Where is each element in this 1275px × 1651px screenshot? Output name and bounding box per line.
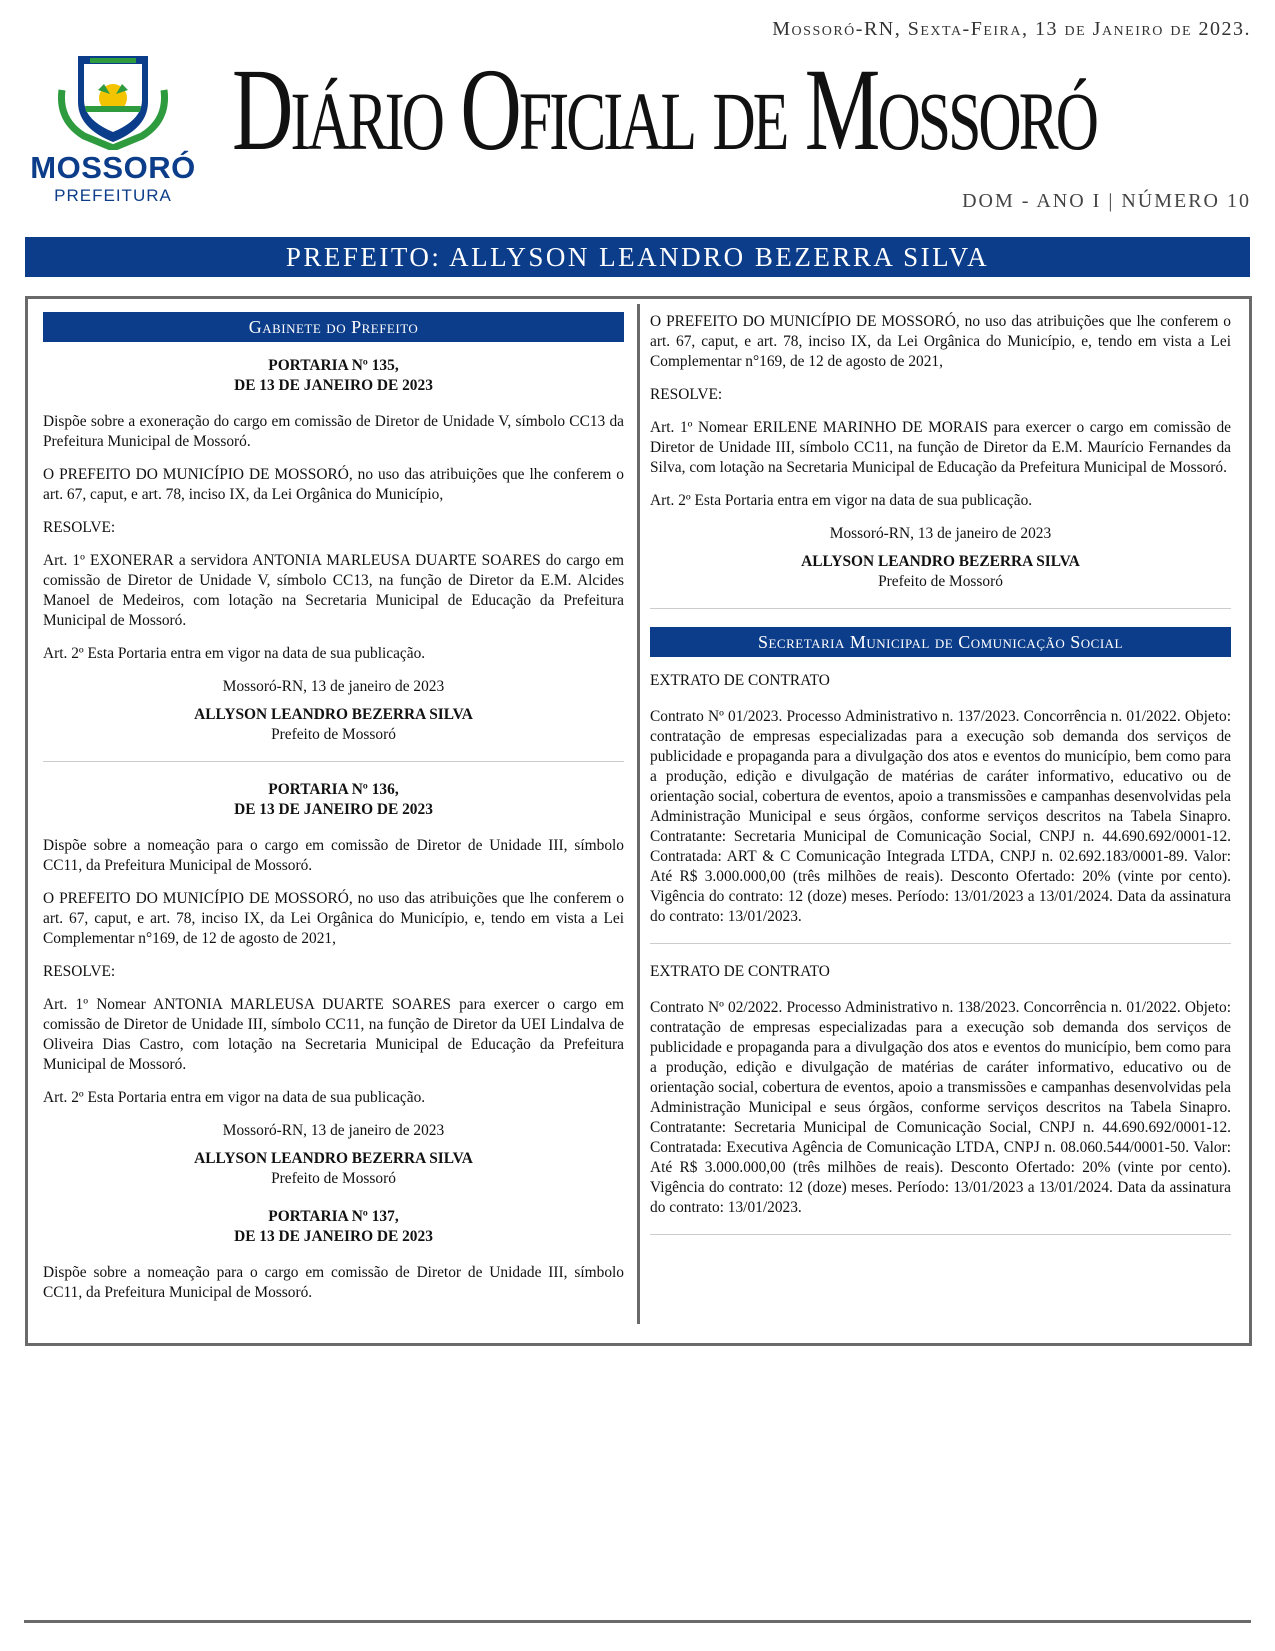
portaria-135-title: PORTARIA Nº 135, bbox=[268, 357, 399, 374]
portaria-135-resolve: RESOLVE: bbox=[43, 519, 116, 536]
portaria-137-resolve: RESOLVE: bbox=[650, 386, 723, 403]
portaria-136-title: PORTARIA Nº 136, bbox=[268, 781, 399, 798]
section-header-comunicacao: Secretaria Municipal de Comunicação Social bbox=[650, 627, 1231, 657]
separator bbox=[650, 1234, 1231, 1235]
portaria-137-date: DE 13 DE JANEIRO DE 2023 bbox=[234, 1228, 433, 1245]
footer-rule bbox=[24, 1620, 1251, 1623]
portaria-135-art2: Art. 2º Esta Portaria entra em vigor na data de sua publicação. bbox=[43, 645, 426, 662]
portaria-136-ementa: Dispõe sobre a nomeação para o cargo em comissão de Diretor de Unidade III, símbolo CC11, da Prefeitura Municipal de Mossoró. bbox=[43, 837, 624, 874]
contrato-1-title: EXTRATO DE CONTRATO bbox=[650, 672, 830, 689]
portaria-135-preamble: O PREFEITO DO MUNICÍPIO DE MOSSORÓ, no uso das atribuições que lhe conferem o art. 67, caput, e art. 78, inciso IX, da Lei Orgânica do Município, bbox=[43, 466, 624, 503]
portaria-135-date: DE 13 DE JANEIRO DE 2023 bbox=[234, 377, 433, 394]
portaria-137-preamble: O PREFEITO DO MUNICÍPIO DE MOSSORÓ, no uso das atribuições que lhe conferem o art. 67, caput, e art. 78, inciso IX, da Lei Orgânica do Município, e, tendo em vista a Lei Complementar n°169, de 12 de agosto de 2021, bbox=[650, 313, 1231, 370]
portaria-135-place-date: Mossoró-RN, 13 de janeiro de 2023 bbox=[222, 678, 445, 695]
portaria-137-signer: ALLYSON LEANDRO BEZERRA SILVA bbox=[801, 553, 1080, 570]
prefeitura-logo bbox=[24, 50, 202, 210]
left-column bbox=[43, 312, 624, 1316]
portaria-136-art2: Art. 2º Esta Portaria entra em vigor na data de sua publicação. bbox=[43, 1089, 426, 1106]
portaria-137-ementa: Dispõe sobre a nomeação para o cargo em comissão de Diretor de Unidade III, símbolo CC11, da Prefeitura Municipal de Mossoró. bbox=[43, 1264, 624, 1301]
separator bbox=[650, 943, 1231, 944]
portaria-136-preamble: O PREFEITO DO MUNICÍPIO DE MOSSORÓ, no uso das atribuições que lhe conferem o art. 67, caput, e art. 78, inciso IX, da Lei Orgânica do Município, e, tendo em vista a Lei Complementar n°169, de 12 de agosto de 2021, bbox=[43, 890, 624, 947]
portaria-136-signer: ALLYSON LEANDRO BEZERRA SILVA bbox=[194, 1150, 473, 1167]
portaria-135-art1: Art. 1º EXONERAR a servidora ANTONIA MARLEUSA DUARTE SOARES do cargo em comissão de Diretor de Unidade V, símbolo CC13, na função de Diretor da E.M. Alcides Manoel de Medeiros, com lotação na Secretaria Municipal de Educação da Prefeitura Municipal de Mossoró. bbox=[43, 552, 624, 629]
issue-number: DOM - ANO I | NÚMERO 10 bbox=[962, 190, 1251, 212]
section-header-gabinete: Gabinete do Prefeito bbox=[43, 312, 624, 342]
portaria-137-art2: Art. 2º Esta Portaria entra em vigor na data de sua publicação. bbox=[650, 492, 1033, 509]
portaria-135-ementa: Dispõe sobre a exoneração do cargo em comissão de Diretor de Unidade V, símbolo CC13 da Prefeitura Municipal de Mossoró. bbox=[43, 413, 624, 450]
city-crest-icon bbox=[54, 50, 172, 150]
dateline: Mossoró-RN, Sexta-Feira, 13 de Janeiro de 2023. bbox=[772, 18, 1251, 40]
masthead-title: Diário Oficial de Mossoró bbox=[232, 44, 1096, 175]
separator bbox=[650, 608, 1231, 609]
logo-title: MOSSORÓ bbox=[30, 150, 196, 185]
portaria-137-signer-role: Prefeito de Mossoró bbox=[878, 573, 1003, 590]
portaria-137-place-date: Mossoró-RN, 13 de janeiro de 2023 bbox=[829, 525, 1052, 542]
contrato-2-title: EXTRATO DE CONTRATO bbox=[650, 963, 830, 980]
logo-subtitle: PREFEITURA bbox=[54, 186, 172, 205]
separator bbox=[43, 761, 624, 762]
portaria-137-art1: Art. 1º Nomear ERILENE MARINHO DE MORAIS para exercer o cargo em comissão de Diretor de Unidade III, símbolo CC11, na função de Diretor da E.M. Maurício Fernandes da Silva, com lotação na Secretaria Municipal de Educação da Prefeitura Municipal de Mossoró. bbox=[650, 419, 1231, 476]
portaria-136-signer-role: Prefeito de Mossoró bbox=[271, 1170, 396, 1187]
contrato-2-body: Contrato Nº 02/2022. Processo Administrativo n. 138/2023. Concorrência n. 01/2022. Objeto: contratação de empresas especializadas para a execução sob demanda dos serviços de publicidade e propaganda para a divulgação dos atos e eventos do município, bem como para a produção, edição e divulgação de matérias de caráter informativo, educativo ou de orientação social, cobertura de eventos, apoio a transmissões e campanhas desenvolvidas pela Administração Municipal e seus órgãos, conforme serviços descritos na Tabela Sinapro. Contratante: Secretaria Municipal de Comunicação Social, CNPJ n. 44.690.692/0001-12. Contratada: Executiva Agência de Comunicação LTDA, CNPJ n. 08.060.544/0001-50. Valor: Até R$ 3.000.000,00 (três milhões de reais). Desconto Ofertado: 20% (vinte por cento). Vigência do contrato: 12 (doze) meses. Período: 13/01/2023 a 13/01/2024. Data da assinatura do contrato: 13/01/2023. bbox=[650, 999, 1231, 1216]
portaria-137-title: PORTARIA Nº 137, bbox=[268, 1208, 399, 1225]
portaria-136-resolve: RESOLVE: bbox=[43, 963, 116, 980]
right-column bbox=[650, 312, 1231, 1253]
column-divider bbox=[637, 304, 640, 1324]
mayor-banner: PREFEITO: ALLYSON LEANDRO BEZERRA SILVA bbox=[25, 237, 1250, 277]
portaria-136-date: DE 13 DE JANEIRO DE 2023 bbox=[234, 801, 433, 818]
portaria-136-art1: Art. 1º Nomear ANTONIA MARLEUSA DUARTE SOARES para exercer o cargo em comissão de Diretor de Unidade III, símbolo CC11, na função de Diretor da UEI Lindalva de Oliveira Dias Castro, com lotação na Secretaria Municipal de Educação da Prefeitura Municipal de Mossoró. bbox=[43, 996, 624, 1073]
contrato-1-body: Contrato Nº 01/2023. Processo Administrativo n. 137/2023. Concorrência n. 01/2022. Objeto: contratação de empresas especializadas para a execução sob demanda dos serviços de publicidade e propaganda para a divulgação dos atos e eventos do município, bem como para a produção, edição e divulgação de matérias de caráter informativo, educativo ou de orientação social, cobertura de eventos, apoio a transmissões e campanhas desenvolvidas pela Administração Municipal e seus órgãos, conforme serviços descritos na Tabela Sinapro. Contratante: Secretaria Municipal de Comunicação Social, CNPJ n. 44.690.692/0001-12. Contratada: ART & C Comunicação Integrada LTDA, CNPJ n. 02.692.183/0001-89. Valor: Até R$ 3.000.000,00 (três milhões de reais). Desconto Ofertado: 20% (vinte por cento). Vigência do contrato: 12 (doze) meses. Período: 13/01/2023 a 13/01/2024. Data da assinatura do contrato: 13/01/2023. bbox=[650, 708, 1231, 925]
portaria-135-signer-role: Prefeito de Mossoró bbox=[271, 726, 396, 743]
portaria-135-signer: ALLYSON LEANDRO BEZERRA SILVA bbox=[194, 706, 473, 723]
portaria-136-place-date: Mossoró-RN, 13 de janeiro de 2023 bbox=[222, 1122, 445, 1139]
